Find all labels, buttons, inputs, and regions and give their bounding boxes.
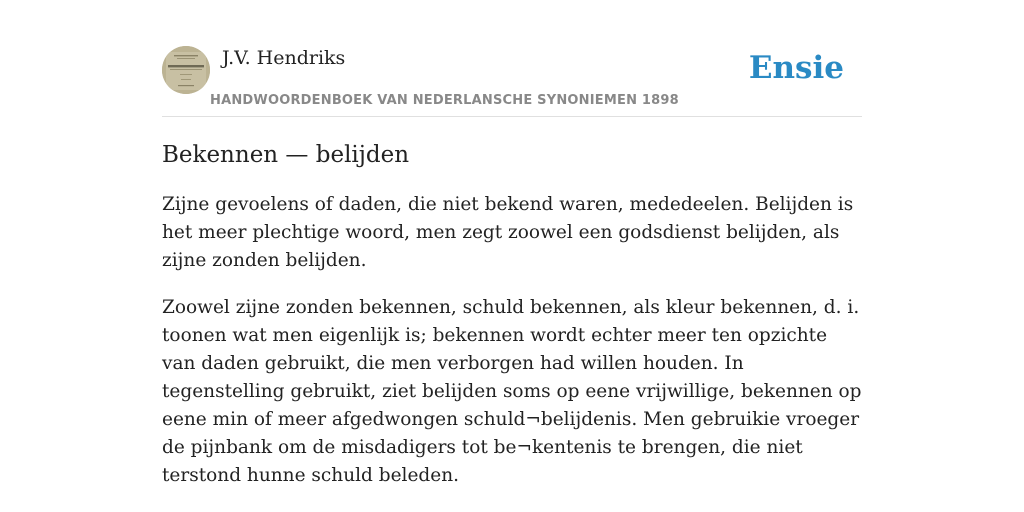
book-cover-icon <box>162 46 210 94</box>
entry-paragraph: Zoowel zijne zonden bekennen, schuld bekennen, als kleur bekennen, d. i. toonen wat men eigenlijk is; bekennen wordt echter meer ten opzichte van daden gebruikt, die men verborgen had willen houden. In tegenstelling gebruikt, ziet belijden soms op eene vrijwillige, bekennen op eene min of meer afgedwongen schuld¬belijdenis. Men gebruikie vroeger de pijnbank om de misdadigers tot be¬kentenis te brengen, die niet terstond hunne schuld beleden. <box>162 297 862 486</box>
entry-title: Bekennen — belijden <box>162 142 410 168</box>
entry-header <box>162 46 862 117</box>
entry-page <box>162 46 862 490</box>
entry-paragraph: Zijne gevoelens of daden, die niet bekend waren, mededeelen. Belijden is het meer plechtige woord, men zegt zoowel een godsdienst belijden, als zijne zonden belijden. <box>162 194 854 271</box>
author-name[interactable]: J.V. Hendriks <box>222 47 346 69</box>
ensie-logo[interactable]: Ensie <box>748 50 844 86</box>
book-cover-avatar[interactable] <box>162 46 210 94</box>
source-title[interactable]: HANDWOORDENBOEK VAN NEDERLANSCHE SYNONIEMEN 1898 <box>210 93 679 108</box>
